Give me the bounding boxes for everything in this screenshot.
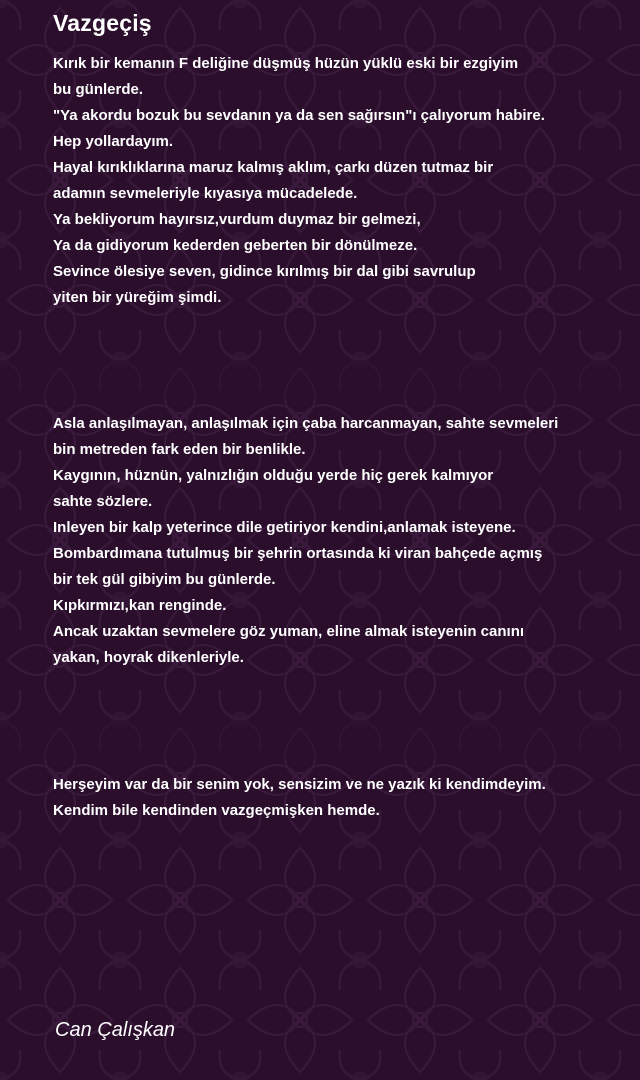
stanza-1: [53, 51, 623, 311]
poem-line: Hep yollardayım.: [53, 133, 174, 150]
poem-line: Ya da gidiyorum kederden geberten bir dönülmeze.: [53, 237, 418, 254]
poem-line: Herşeyim var da bir senim yok, sensizim ve ne yazık ki kendimdeyim.: [53, 776, 546, 793]
poem-line: yakan, hoyrak dikenleriyle.: [53, 649, 244, 666]
poem-title: Vazgeçiş: [53, 10, 152, 36]
poem-line: adamın sevmeleriyle kıyasıya mücadelede.: [53, 185, 358, 202]
poem-line: Kırık bir kemanın F deliğine düşmüş hüzün yüklü eski bir ezgiyim: [53, 55, 519, 72]
stanza-3: [53, 772, 623, 824]
poem-line: Hayal kırıklıklarına maruz kalmış aklım, çarkı düzen tutmaz bir: [53, 159, 494, 176]
poem-line: Ancak uzaktan sevmelere göz yuman, eline almak isteyenin canını: [53, 623, 525, 640]
poem-line: yiten bir yüreğim şimdi.: [53, 289, 222, 306]
poem-line: Sevince ölesiye seven, gidince kırılmış bir dal gibi savrulup: [53, 263, 476, 280]
poem-line: Ya bekliyorum hayırsız,vurdum duymaz bir gelmezi,: [53, 211, 421, 228]
poem-line: bir tek gül gibiyim bu günlerde.: [53, 571, 276, 588]
poem-line: Kendim bile kendinden vazgeçmişken hemde.: [53, 802, 380, 819]
stanza-2: [53, 411, 623, 671]
poem-line: Kaygının, hüznün, yalnızlığın olduğu yerde hiç gerek kalmıyor: [53, 467, 494, 484]
poem-line: Kıpkırmızı,kan renginde.: [53, 597, 227, 614]
poem-line: bu günlerde.: [53, 81, 143, 98]
poem-line: bin metreden fark eden bir benlikle.: [53, 441, 306, 458]
poem-author: Can Çalışkan: [55, 1019, 176, 1041]
poem-line: "Ya akordu bozuk bu sevdanın ya da sen sağırsın"ı çalıyorum habire.: [53, 107, 545, 124]
poem-line: Inleyen bir kalp yeterince dile getiriyor kendini,anlamak isteyene.: [53, 519, 516, 536]
poem-line: Asla anlaşılmayan, anlaşılmak için çaba harcanmayan, sahte sevmeleri: [53, 415, 559, 432]
poem-line: sahte sözlere.: [53, 493, 153, 510]
poem-line: Bombardımana tutulmuş bir şehrin ortasında ki viran bahçede açmış: [53, 545, 543, 562]
